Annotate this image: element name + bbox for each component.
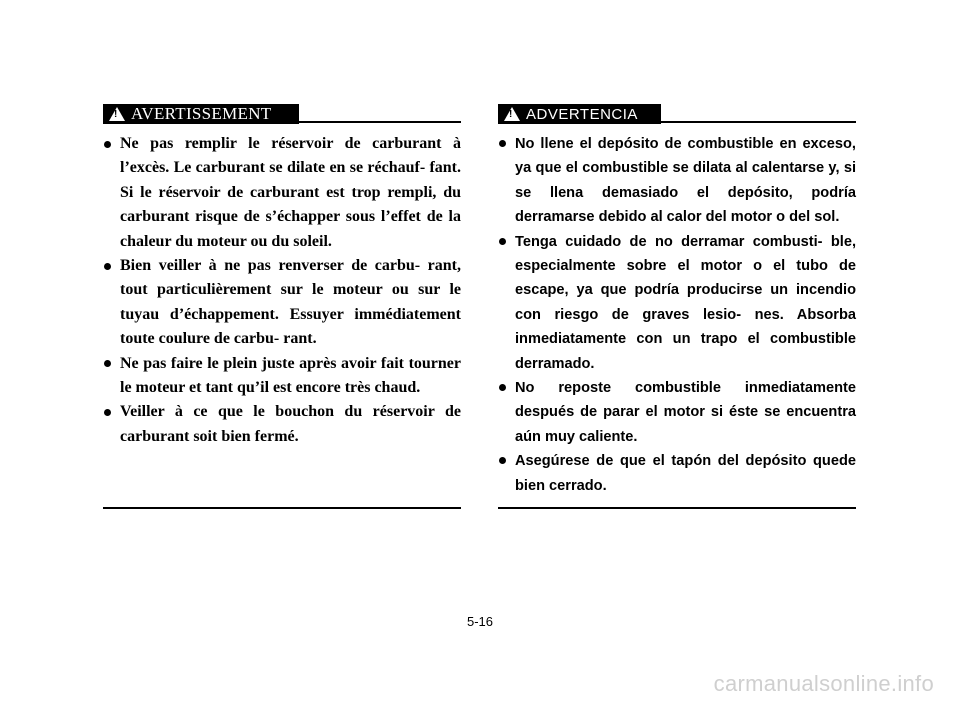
- warning-section-fr: [103, 104, 461, 449]
- list-item: Bien veiller à ne pas renverser de carbu- rant, tout particulièrement sur le moteur ou sur le tuyau d’échappement. Essuyer immédiatement toute coulure de carbu- rant.: [103, 254, 461, 352]
- warning-header-es: [498, 104, 856, 126]
- list-item: No llene el depósito de combustible en exceso, ya que el combustible se dilata al calentarse y, si se llena demasiado el depósito, podría derramarse debido al calor del motor o del sol.: [498, 132, 856, 230]
- list-item: Veiller à ce que le bouchon du réservoir de carburant soit bien fermé.: [103, 400, 461, 449]
- section-end-rule: [103, 507, 461, 509]
- warning-badge: [103, 104, 299, 124]
- page-number: 5-16: [466, 614, 494, 629]
- warning-triangle-icon: [504, 107, 520, 121]
- list-item: Tenga cuidado de no derramar combusti- ble, especialmente sobre el motor o el tubo de escape, ya que podría producirse un incendio con riesgo de graves lesio- nes. Absorba inmediatamente con un trapo el combustible derramado.: [498, 230, 856, 376]
- warning-header-fr: [103, 104, 461, 126]
- warning-badge: [498, 104, 661, 124]
- warning-section-es: [498, 104, 856, 498]
- warning-list-fr: [103, 132, 461, 449]
- warning-list-es: [498, 132, 856, 498]
- warning-title: AVERTISSEMENT: [131, 104, 272, 123]
- warning-triangle-icon: [109, 107, 125, 121]
- section-end-rule: [498, 507, 856, 509]
- watermark: carmanualsonline.info: [713, 671, 934, 696]
- warning-title: ADVERTENCIA: [526, 105, 638, 123]
- list-item: Ne pas remplir le réservoir de carburant à l’excès. Le carburant se dilate en se réchauf- fant. Si le réservoir de carburant est trop rempli, du carburant risque de s’échapper sous l’effet de la chaleur du moteur ou du soleil.: [103, 132, 461, 254]
- list-item: Asegúrese de que el tapón del depósito quede bien cerrado.: [498, 449, 856, 498]
- list-item: No reposte combustible inmediatamente después de parar el motor si éste se encuentra aún muy caliente.: [498, 376, 856, 449]
- list-item: Ne pas faire le plein juste après avoir fait tourner le moteur et tant qu’il est encore très chaud.: [103, 352, 461, 401]
